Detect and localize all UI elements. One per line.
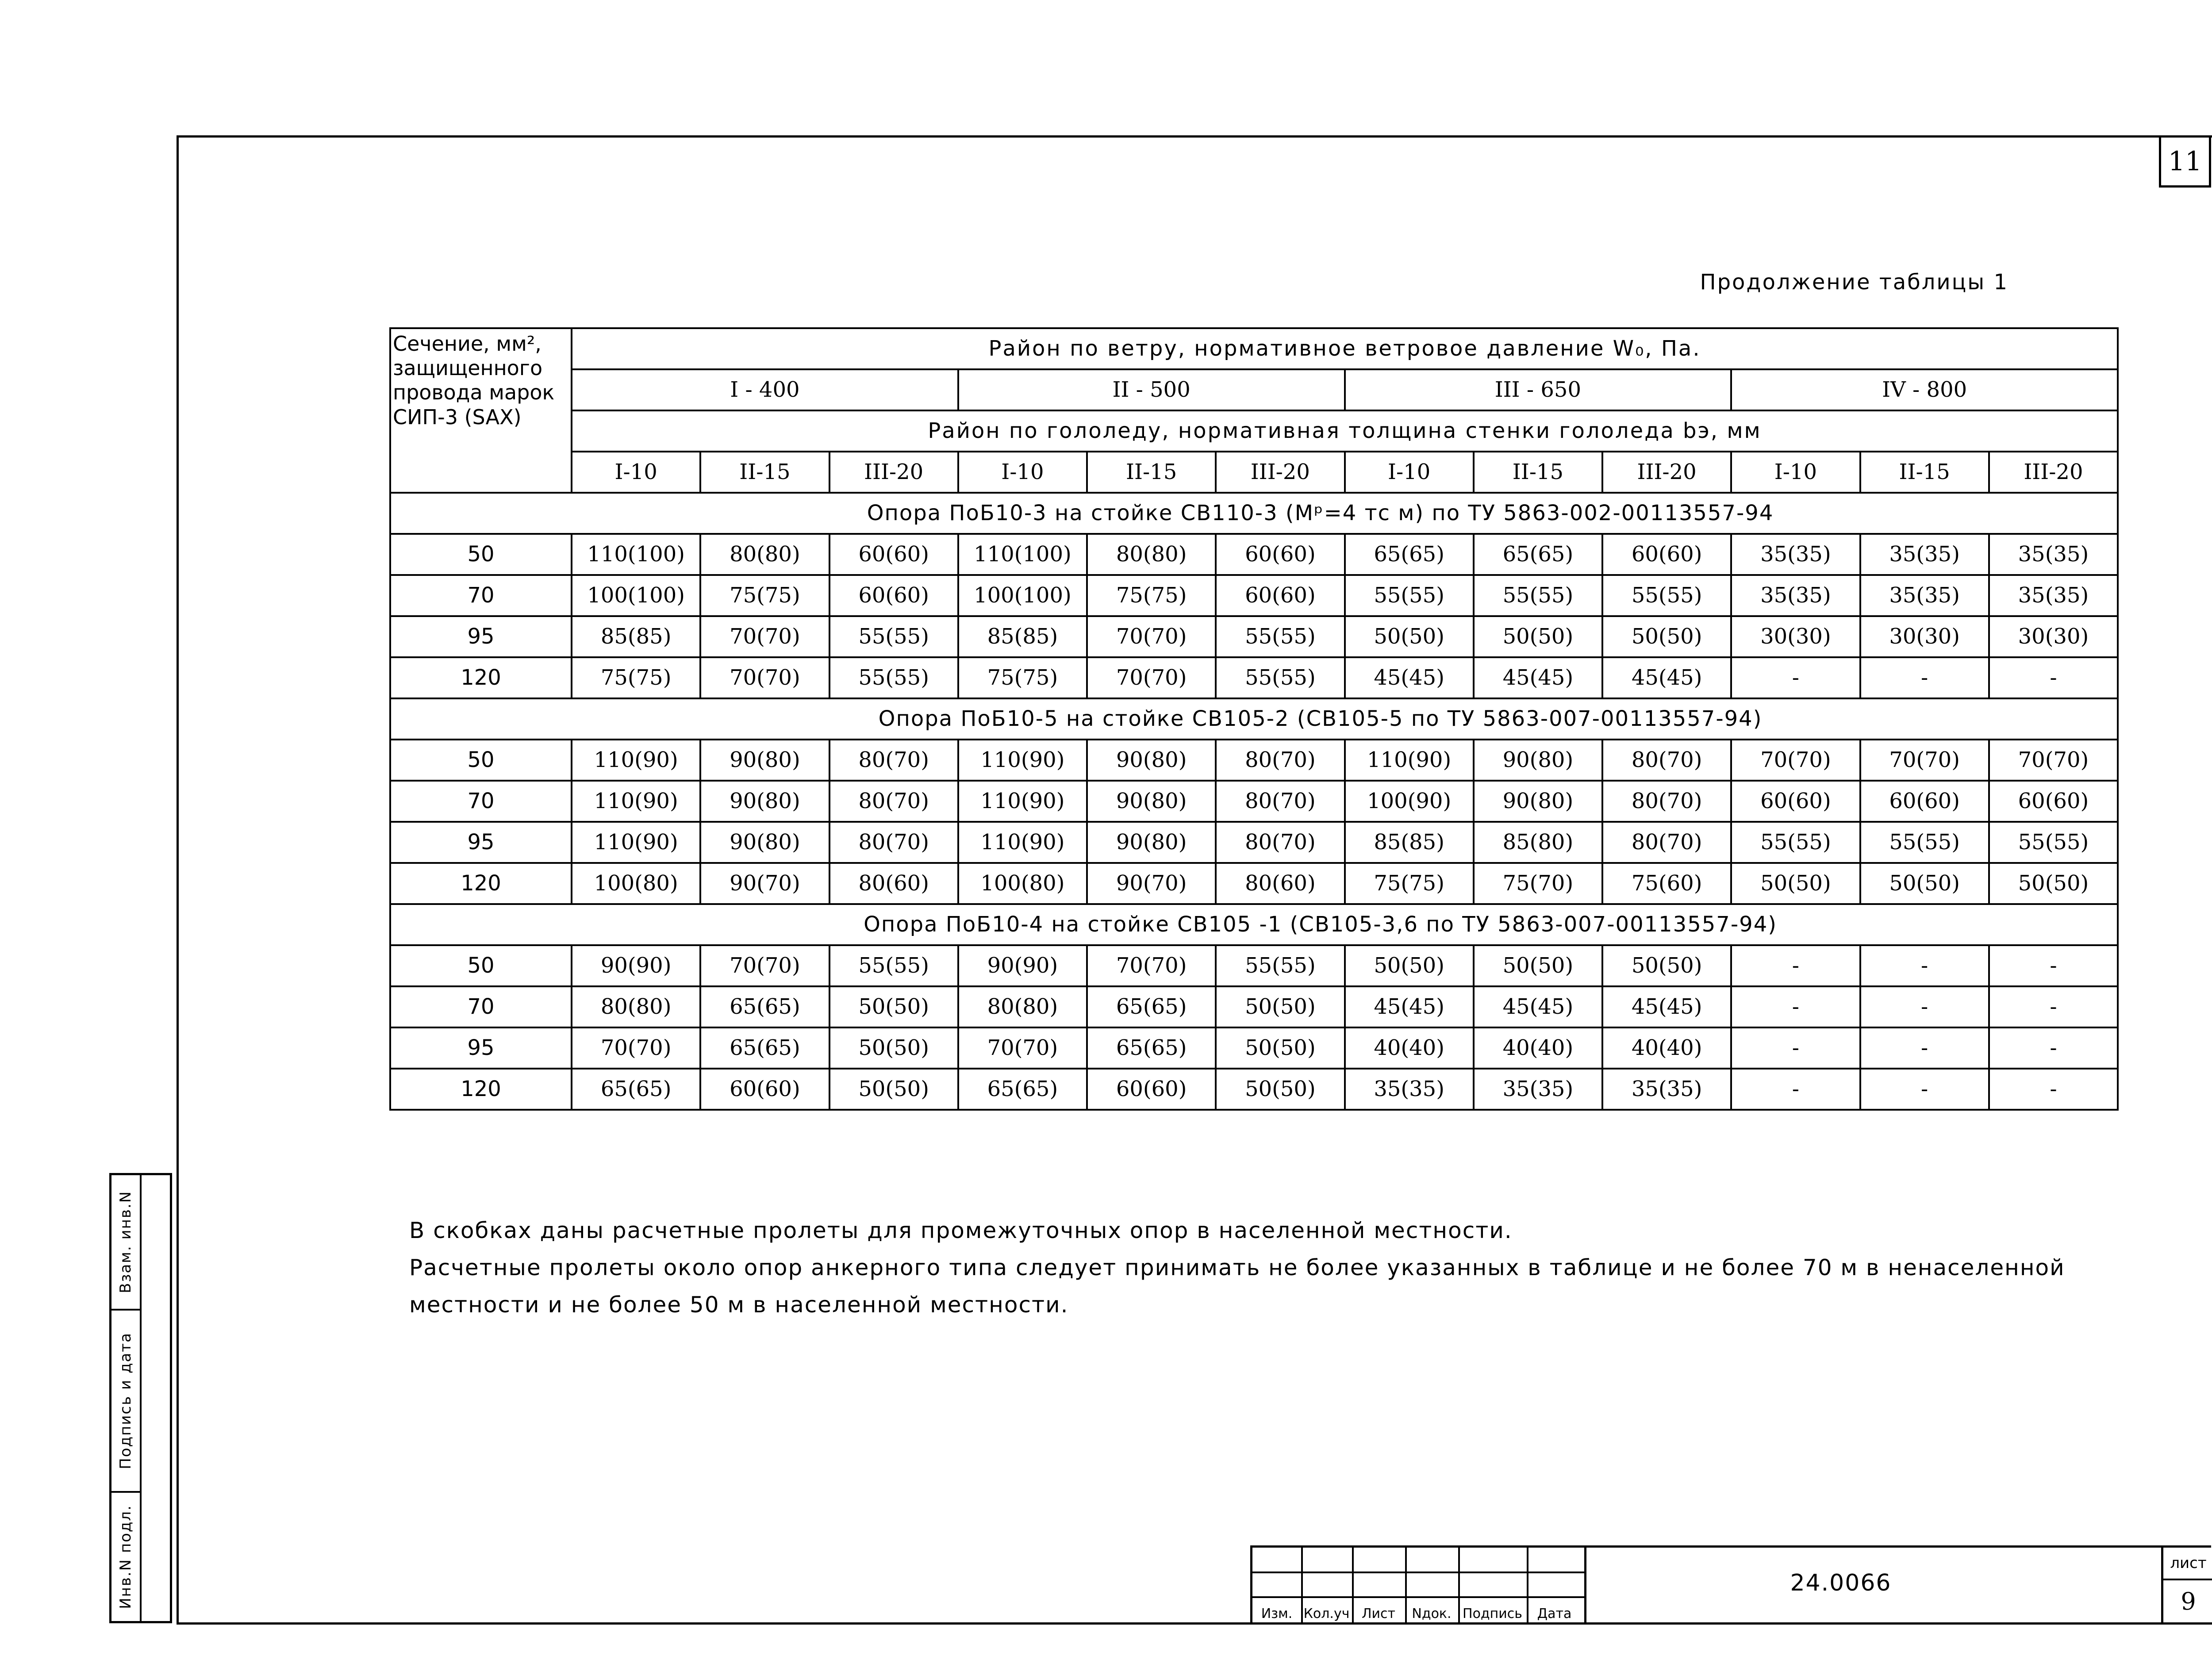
table-row bbox=[390, 1027, 2118, 1069]
span-value-cell: 40(40) bbox=[1345, 1027, 1474, 1069]
span-value-cell: 35(35) bbox=[1602, 1069, 1731, 1110]
span-value-cell: 60(60) bbox=[830, 534, 958, 575]
span-value-cell: 35(35) bbox=[1474, 1069, 1602, 1110]
span-value-cell: 55(55) bbox=[1345, 575, 1474, 616]
span-value-cell: 90(80) bbox=[700, 740, 829, 781]
span-value-cell: 50(50) bbox=[1345, 945, 1474, 986]
ice-column-header: I-10 bbox=[958, 452, 1087, 493]
span-value-cell: 90(80) bbox=[1087, 781, 1216, 822]
header-row-ice bbox=[390, 410, 2118, 452]
span-value-cell: 65(65) bbox=[700, 986, 829, 1027]
ice-column-header: III-20 bbox=[1989, 452, 2118, 493]
span-value-cell: 50(50) bbox=[1474, 945, 1602, 986]
span-value-cell: 90(80) bbox=[1474, 781, 1602, 822]
span-value-cell: 75(70) bbox=[1474, 863, 1602, 904]
col-label-count: Кол.уч bbox=[1303, 1606, 1350, 1621]
span-value-cell: 35(35) bbox=[1860, 575, 1989, 616]
span-value-cell: 110(90) bbox=[958, 781, 1087, 822]
span-value-cell: 50(50) bbox=[1989, 863, 2118, 904]
span-value-cell: 90(90) bbox=[958, 945, 1087, 986]
span-value-cell: 40(40) bbox=[1602, 1027, 1731, 1069]
span-value-cell: 100(80) bbox=[572, 863, 700, 904]
span-value-cell: - bbox=[1860, 986, 1989, 1027]
span-value-cell: 35(35) bbox=[1989, 575, 2118, 616]
span-value-cell: 90(80) bbox=[1087, 822, 1216, 863]
span-value-cell: 70(70) bbox=[1860, 740, 1989, 781]
title-block bbox=[1250, 1545, 2211, 1622]
section-title: Опора ПоБ10-3 на стойке СВ110-3 (Мᵖ=4 тс м) по ТУ 5863-002-00113557-94 bbox=[390, 493, 2118, 534]
span-value-cell: 90(80) bbox=[1474, 740, 1602, 781]
span-value-cell: 80(60) bbox=[1216, 863, 1344, 904]
span-value-cell: 45(45) bbox=[1474, 986, 1602, 1027]
span-value-cell: 45(45) bbox=[1602, 657, 1731, 698]
span-value-cell: 55(55) bbox=[830, 945, 958, 986]
span-value-cell: 80(70) bbox=[1216, 822, 1344, 863]
col-label-date: Дата bbox=[1537, 1606, 1572, 1621]
span-value-cell: 90(70) bbox=[1087, 863, 1216, 904]
wire-section-cell: 70 bbox=[390, 781, 572, 822]
span-value-cell: 65(65) bbox=[572, 1069, 700, 1110]
wind-region-header: I - 400 bbox=[572, 369, 958, 410]
span-value-cell: 85(80) bbox=[1474, 822, 1602, 863]
span-value-cell: 75(60) bbox=[1602, 863, 1731, 904]
span-value-cell: 50(50) bbox=[1216, 1069, 1344, 1110]
section-title-row bbox=[390, 493, 2118, 534]
table-row bbox=[390, 657, 2118, 698]
section-title: Опора ПоБ10-4 на стойке СВ105 -1 (СВ105-3,6 по ТУ 5863-007-00113557-94) bbox=[390, 904, 2118, 945]
table-row bbox=[390, 781, 2118, 822]
wire-section-cell: 50 bbox=[390, 534, 572, 575]
wire-section-cell: 120 bbox=[390, 863, 572, 904]
span-value-cell: 60(60) bbox=[1989, 781, 2118, 822]
span-value-cell: 65(65) bbox=[1345, 534, 1474, 575]
span-value-cell: 45(45) bbox=[1345, 657, 1474, 698]
span-value-cell: 80(70) bbox=[1602, 822, 1731, 863]
span-value-cell: 100(100) bbox=[572, 575, 700, 616]
span-table bbox=[389, 327, 2119, 1111]
table-row bbox=[390, 945, 2118, 986]
span-value-cell: - bbox=[1860, 1069, 1989, 1110]
col-label-change: Изм. bbox=[1261, 1606, 1293, 1621]
span-value-cell: 30(30) bbox=[1989, 616, 2118, 657]
span-value-cell: 75(75) bbox=[1345, 863, 1474, 904]
span-value-cell: 80(80) bbox=[958, 986, 1087, 1027]
table-row bbox=[390, 740, 2118, 781]
wire-section-cell: 95 bbox=[390, 616, 572, 657]
span-value-cell: 55(55) bbox=[1860, 822, 1989, 863]
span-value-cell: 70(70) bbox=[1087, 616, 1216, 657]
span-value-cell: - bbox=[1860, 1027, 1989, 1069]
span-value-cell: 110(90) bbox=[572, 822, 700, 863]
ice-column-header: I-10 bbox=[1731, 452, 1860, 493]
note-1: В скобках даны расчетные пролеты для промежуточных опор в населенной местности. bbox=[409, 1218, 1513, 1243]
span-value-cell: 50(50) bbox=[830, 1069, 958, 1110]
ice-column-header: III-20 bbox=[830, 452, 958, 493]
span-value-cell: 110(90) bbox=[958, 822, 1087, 863]
span-value-cell: 65(65) bbox=[1474, 534, 1602, 575]
span-value-cell: - bbox=[1731, 986, 1860, 1027]
span-value-cell: 60(60) bbox=[1731, 781, 1860, 822]
span-value-cell: 50(50) bbox=[1602, 616, 1731, 657]
span-value-cell: 70(70) bbox=[572, 1027, 700, 1069]
span-value-cell: 110(100) bbox=[958, 534, 1087, 575]
wire-section-cell: 50 bbox=[390, 945, 572, 986]
span-value-cell: 110(90) bbox=[1345, 740, 1474, 781]
span-value-cell: 75(75) bbox=[572, 657, 700, 698]
table-row bbox=[390, 575, 2118, 616]
sheet-label: лист bbox=[2163, 1548, 2212, 1580]
section-title: Опора ПоБ10-5 на стойке СВ105-2 (СВ105-5 по ТУ 5863-007-00113557-94) bbox=[390, 698, 2118, 740]
ice-header: Район по гололеду, нормативная толщина стенки гололеда bэ, мм bbox=[572, 410, 2118, 452]
span-value-cell: 70(70) bbox=[700, 657, 829, 698]
table-row bbox=[390, 822, 2118, 863]
span-value-cell: 40(40) bbox=[1474, 1027, 1602, 1069]
span-value-cell: - bbox=[1731, 1027, 1860, 1069]
span-value-cell: 90(80) bbox=[700, 822, 829, 863]
span-value-cell: - bbox=[1989, 986, 2118, 1027]
note-2: Расчетные пролеты около опор анкерного типа следует принимать не более указанных в таблице и не более 70 м в ненаселенной местности и не более 50 м в населенной местности. bbox=[409, 1255, 2065, 1318]
stamp-cell-signature-date bbox=[111, 1311, 140, 1493]
span-value-cell: 50(50) bbox=[1216, 1027, 1344, 1069]
span-value-cell: 90(90) bbox=[572, 945, 700, 986]
span-value-cell: 30(30) bbox=[1860, 616, 1989, 657]
span-value-cell: - bbox=[1860, 945, 1989, 986]
ice-column-header: II-15 bbox=[1860, 452, 1989, 493]
document-code: 24.0066 bbox=[1790, 1570, 1892, 1596]
wind-region-header: II - 500 bbox=[958, 369, 1345, 410]
span-value-cell: 70(70) bbox=[1087, 657, 1216, 698]
span-value-cell: 50(50) bbox=[830, 986, 958, 1027]
span-value-cell: 80(60) bbox=[830, 863, 958, 904]
span-value-cell: 55(55) bbox=[1474, 575, 1602, 616]
ice-column-header: II-15 bbox=[1087, 452, 1216, 493]
corner-page-number: 11 bbox=[2159, 135, 2211, 188]
sheet-box bbox=[2161, 1548, 2212, 1622]
ice-column-header: I-10 bbox=[572, 452, 700, 493]
span-value-cell: 80(70) bbox=[1216, 781, 1344, 822]
span-value-cell: 55(55) bbox=[1731, 822, 1860, 863]
span-value-cell: 60(60) bbox=[1602, 534, 1731, 575]
span-value-cell: - bbox=[1989, 1027, 2118, 1069]
table-caption: Продолжение таблицы 1 bbox=[1700, 270, 2008, 295]
ice-column-header: II-15 bbox=[1474, 452, 1602, 493]
span-value-cell: - bbox=[1731, 657, 1860, 698]
span-value-cell: 90(80) bbox=[700, 781, 829, 822]
stamp-cell-original-inv bbox=[111, 1493, 140, 1621]
span-value-cell: - bbox=[1989, 657, 2118, 698]
col-label-sheet: Лист bbox=[1361, 1606, 1396, 1621]
span-value-cell: 110(90) bbox=[958, 740, 1087, 781]
section-title-row bbox=[390, 904, 2118, 945]
wind-region-header: IV - 800 bbox=[1731, 369, 2118, 410]
wire-section-cell: 120 bbox=[390, 1069, 572, 1110]
wire-section-cell: 120 bbox=[390, 657, 572, 698]
span-value-cell: 50(50) bbox=[830, 1027, 958, 1069]
span-value-cell: 35(35) bbox=[1345, 1069, 1474, 1110]
section-title-row bbox=[390, 698, 2118, 740]
span-value-cell: 55(55) bbox=[830, 657, 958, 698]
span-value-cell: 55(55) bbox=[1216, 616, 1344, 657]
sheet-number: 9 bbox=[2181, 1587, 2196, 1615]
span-value-cell: 70(70) bbox=[1087, 945, 1216, 986]
col-label-doc-no: Nдок. bbox=[1412, 1606, 1452, 1621]
span-value-cell: 80(70) bbox=[1602, 781, 1731, 822]
span-value-cell: 80(70) bbox=[830, 781, 958, 822]
wire-section-cell: 70 bbox=[390, 575, 572, 616]
span-value-cell: - bbox=[1989, 1069, 2118, 1110]
span-value-cell: 35(35) bbox=[1989, 534, 2118, 575]
stamp-label-replace-inv: Взам. инв.N bbox=[117, 1190, 134, 1294]
span-value-cell: 55(55) bbox=[1216, 657, 1344, 698]
span-value-cell: 50(50) bbox=[1602, 945, 1731, 986]
span-value-cell: 65(65) bbox=[958, 1069, 1087, 1110]
span-value-cell: 45(45) bbox=[1602, 986, 1731, 1027]
span-value-cell: 75(75) bbox=[700, 575, 829, 616]
ice-column-header: III-20 bbox=[1216, 452, 1344, 493]
span-value-cell: 55(55) bbox=[1216, 945, 1344, 986]
table-row bbox=[390, 1069, 2118, 1110]
stamp-label-signature-date: Подпись и дата bbox=[117, 1332, 134, 1469]
span-value-cell: 35(35) bbox=[1731, 534, 1860, 575]
span-value-cell: 45(45) bbox=[1345, 986, 1474, 1027]
table-row bbox=[390, 986, 2118, 1027]
ice-column-header: III-20 bbox=[1602, 452, 1731, 493]
span-value-cell: 110(90) bbox=[572, 740, 700, 781]
span-value-cell: 90(80) bbox=[1087, 740, 1216, 781]
revision-grid bbox=[1252, 1548, 1586, 1622]
span-value-cell: 60(60) bbox=[1860, 781, 1989, 822]
span-value-cell: 50(50) bbox=[1345, 616, 1474, 657]
span-value-cell: 70(70) bbox=[958, 1027, 1087, 1069]
span-value-cell: 85(85) bbox=[572, 616, 700, 657]
span-value-cell: 80(80) bbox=[1087, 534, 1216, 575]
span-value-cell: 80(70) bbox=[830, 740, 958, 781]
span-value-cell: 110(100) bbox=[572, 534, 700, 575]
wire-section-cell: 50 bbox=[390, 740, 572, 781]
span-value-cell: 70(70) bbox=[700, 616, 829, 657]
span-value-cell: 65(65) bbox=[1087, 1027, 1216, 1069]
span-value-cell: 50(50) bbox=[1731, 863, 1860, 904]
stamp-cell-replace-inv bbox=[111, 1175, 140, 1311]
table-row bbox=[390, 534, 2118, 575]
span-value-cell: 65(65) bbox=[1087, 986, 1216, 1027]
span-value-cell: 30(30) bbox=[1731, 616, 1860, 657]
span-value-cell: 55(55) bbox=[830, 616, 958, 657]
span-value-cell: 100(90) bbox=[1345, 781, 1474, 822]
notes bbox=[409, 1212, 2099, 1323]
side-stamp-column bbox=[111, 1175, 142, 1621]
span-value-cell: 80(80) bbox=[572, 986, 700, 1027]
span-value-cell: - bbox=[1731, 945, 1860, 986]
wire-section-cell: 70 bbox=[390, 986, 572, 1027]
span-value-cell: 75(75) bbox=[1087, 575, 1216, 616]
span-value-cell: 75(75) bbox=[958, 657, 1087, 698]
span-value-cell: 60(60) bbox=[1216, 575, 1344, 616]
span-value-cell: 50(50) bbox=[1474, 616, 1602, 657]
wire-section-cell: 95 bbox=[390, 822, 572, 863]
span-value-cell: 80(80) bbox=[700, 534, 829, 575]
span-value-cell: 70(70) bbox=[700, 945, 829, 986]
span-value-cell: 35(35) bbox=[1860, 534, 1989, 575]
span-value-cell: 100(100) bbox=[958, 575, 1087, 616]
header-row-wind bbox=[390, 328, 2118, 369]
span-value-cell: 50(50) bbox=[1860, 863, 1989, 904]
span-value-cell: 100(80) bbox=[958, 863, 1087, 904]
header-row-wind-regions bbox=[390, 369, 2118, 410]
span-value-cell: 70(70) bbox=[1989, 740, 2118, 781]
ice-column-header: I-10 bbox=[1345, 452, 1474, 493]
span-value-cell: 80(70) bbox=[1216, 740, 1344, 781]
ice-column-header: II-15 bbox=[700, 452, 829, 493]
span-value-cell: 55(55) bbox=[1602, 575, 1731, 616]
span-value-cell: 65(65) bbox=[700, 1027, 829, 1069]
span-value-cell: 80(70) bbox=[830, 822, 958, 863]
span-value-cell: 60(60) bbox=[1216, 534, 1344, 575]
span-value-cell: 90(70) bbox=[700, 863, 829, 904]
span-value-cell: - bbox=[1860, 657, 1989, 698]
wire-section-cell: 95 bbox=[390, 1027, 572, 1069]
span-value-cell: 35(35) bbox=[1731, 575, 1860, 616]
table-row bbox=[390, 863, 2118, 904]
span-value-cell: 85(85) bbox=[958, 616, 1087, 657]
stamp-label-original-inv: Инв.N подл. bbox=[117, 1505, 134, 1609]
span-value-cell: 60(60) bbox=[1087, 1069, 1216, 1110]
span-value-cell: 55(55) bbox=[1989, 822, 2118, 863]
table-row bbox=[390, 616, 2118, 657]
wind-header: Район по ветру, нормативное ветровое давление W₀, Па. bbox=[572, 328, 2118, 369]
wind-region-header: III - 650 bbox=[1345, 369, 1732, 410]
span-value-cell: 60(60) bbox=[830, 575, 958, 616]
span-value-cell: 80(70) bbox=[1602, 740, 1731, 781]
corner-header: Сечение, мм², защищенного провода марок СИП-3 (SAX) bbox=[390, 328, 572, 493]
span-value-cell: - bbox=[1989, 945, 2118, 986]
span-value-cell: 110(90) bbox=[572, 781, 700, 822]
span-value-cell: 60(60) bbox=[700, 1069, 829, 1110]
header-row-ice-columns bbox=[390, 452, 2118, 493]
span-value-cell: 85(85) bbox=[1345, 822, 1474, 863]
span-value-cell: 50(50) bbox=[1216, 986, 1344, 1027]
side-stamp bbox=[109, 1173, 172, 1623]
span-value-cell: 70(70) bbox=[1731, 740, 1860, 781]
col-label-signature: Подпись bbox=[1463, 1606, 1522, 1621]
span-value-cell: 45(45) bbox=[1474, 657, 1602, 698]
span-value-cell: - bbox=[1731, 1069, 1860, 1110]
